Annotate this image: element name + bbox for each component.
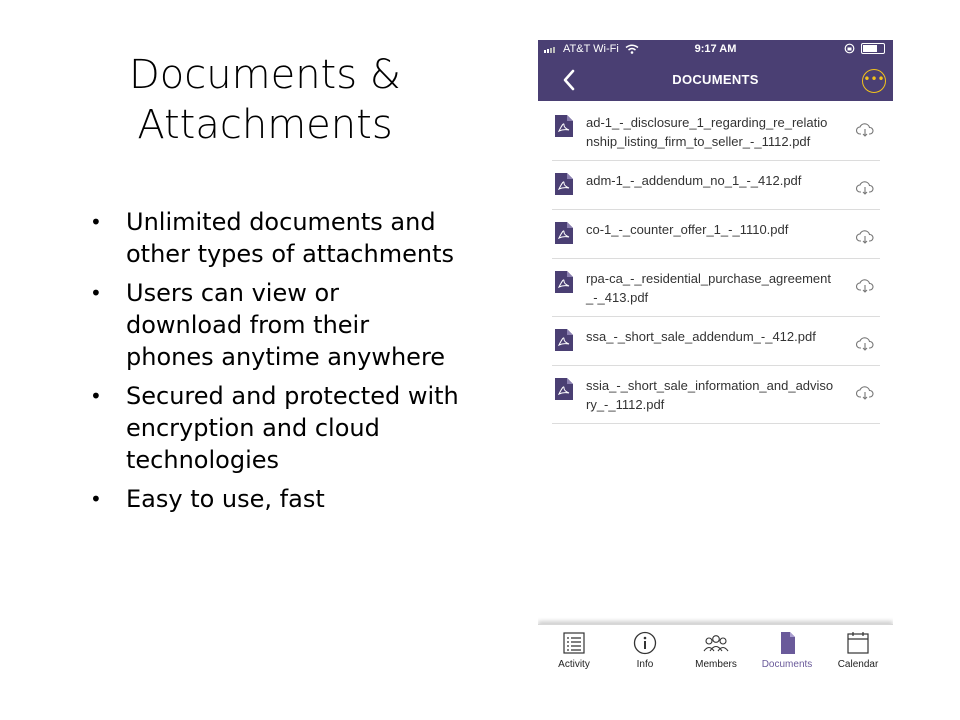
document-name: ssa_-_short_sale_addendum_-_412.pdf xyxy=(586,329,816,344)
tab-label: Info xyxy=(636,659,654,670)
document-row[interactable] xyxy=(552,317,880,366)
list-icon xyxy=(562,631,586,655)
carrier-label: AT&T Wi-Fi xyxy=(563,43,619,55)
pdf-file-icon xyxy=(555,115,573,137)
document-row[interactable] xyxy=(552,210,880,259)
slide-title-line-1: Documents & xyxy=(129,52,401,98)
pdf-file-icon xyxy=(555,378,573,400)
document-row[interactable] xyxy=(552,366,880,424)
phone-screenshot xyxy=(538,40,893,680)
slide-title xyxy=(80,50,450,150)
battery-icon xyxy=(861,43,885,54)
cloud-download-icon[interactable] xyxy=(856,337,874,351)
tab-activity[interactable] xyxy=(544,631,604,670)
calendar-icon xyxy=(846,631,870,655)
members-icon xyxy=(703,631,729,655)
rotation-lock-icon xyxy=(844,43,855,54)
bullet-item: • Unlimited documents and other types of attachments xyxy=(90,206,460,270)
cloud-download-icon[interactable] xyxy=(856,386,874,400)
document-name: co-1_-_counter_offer_1_-_1110.pdf xyxy=(586,222,789,237)
bullet-item: • Users can view or download from their phones anytime anywhere xyxy=(90,277,460,373)
info-icon xyxy=(633,631,657,655)
status-right xyxy=(844,43,885,54)
bullet-item: • Easy to use, fast xyxy=(90,483,460,515)
pdf-file-icon xyxy=(555,329,573,351)
tab-bar xyxy=(538,624,893,680)
cloud-download-icon[interactable] xyxy=(856,181,874,195)
status-bar xyxy=(538,40,893,60)
document-row[interactable] xyxy=(552,103,880,161)
cloud-download-icon[interactable] xyxy=(856,123,874,137)
more-horizontal-icon[interactable]: ••• xyxy=(862,69,886,93)
document-icon xyxy=(775,631,799,655)
tab-label: Activity xyxy=(558,659,590,670)
page-title: DOCUMENTS xyxy=(672,72,759,87)
tab-documents[interactable] xyxy=(757,631,817,670)
pdf-file-icon xyxy=(555,271,573,293)
nav-bar xyxy=(538,60,893,101)
document-row[interactable] xyxy=(552,259,880,317)
tab-label: Calendar xyxy=(837,659,879,670)
tab-members[interactable] xyxy=(686,631,746,670)
document-name: ssia_-_short_sale_information_and_advisory_-_1112.pdf xyxy=(586,378,834,412)
document-list xyxy=(552,103,880,424)
tab-label: Members xyxy=(695,659,737,670)
pdf-file-icon xyxy=(555,222,573,244)
tab-calendar[interactable] xyxy=(828,631,888,670)
status-time: 9:17 AM xyxy=(694,43,737,55)
document-name: adm-1_-_addendum_no_1_-_412.pdf xyxy=(586,173,802,188)
pdf-file-icon xyxy=(555,173,573,195)
document-row[interactable] xyxy=(552,161,880,210)
document-name: ad-1_-_disclosure_1_regarding_re_relationship_listing_firm_to_seller_-_1112.pdf xyxy=(586,115,828,149)
cloud-download-icon[interactable] xyxy=(856,230,874,244)
document-name: rpa-ca_-_residential_purchase_agreement_-_413.pdf xyxy=(586,271,831,305)
slide-title-line-2: Attachments xyxy=(137,102,393,148)
cloud-download-icon[interactable] xyxy=(856,279,874,293)
tab-info[interactable] xyxy=(615,631,675,670)
bullet-item: • Secured and protected with encryption and cloud technologies xyxy=(90,380,460,476)
tab-label: Documents xyxy=(761,659,813,670)
feature-bullet-list xyxy=(90,206,460,522)
